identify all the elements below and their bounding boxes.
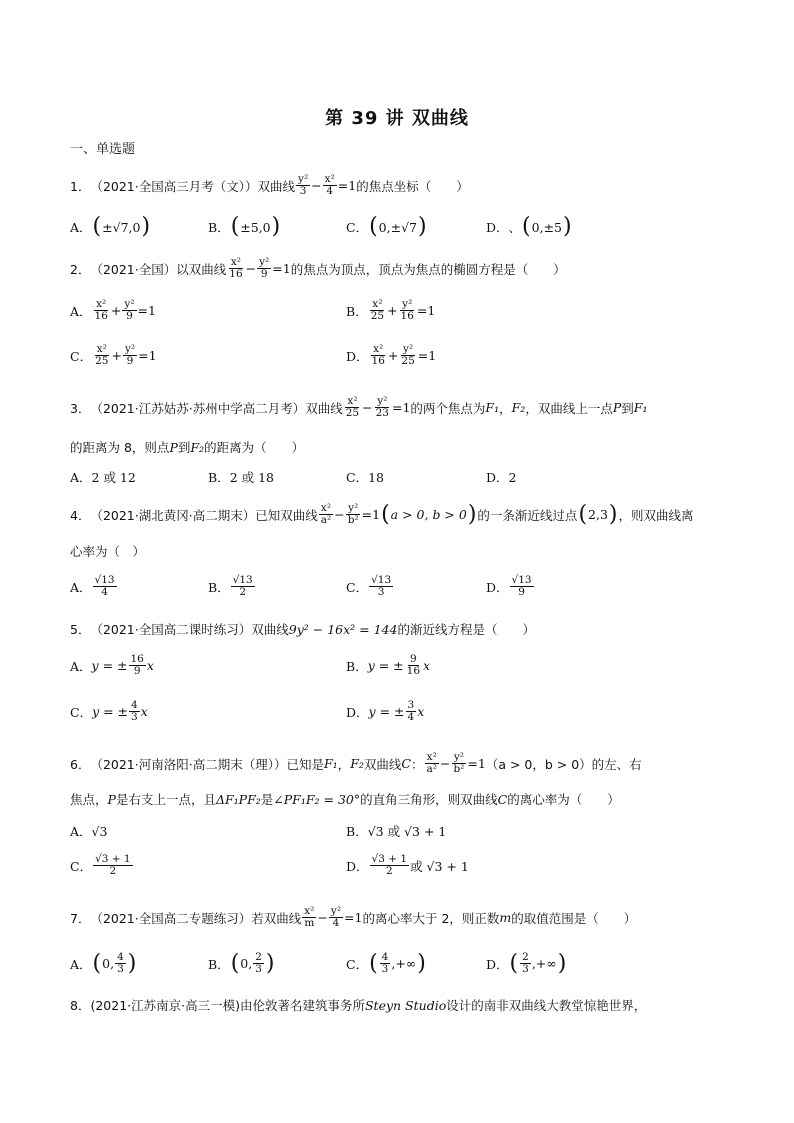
- option-c[interactable]: C． $\frac{√3 + 1}{2}$: [70, 853, 131, 878]
- equation: $\frac{\text{x²}}{\text{a²}}$ − $\frac{\text{y²}}{\text{b²}}$ =1 ( a > 0, b > 0 ): [320, 501, 477, 527]
- option-b[interactable]: B． ( ±5,0 ): [208, 214, 281, 239]
- option-d[interactable]: D． $\frac{\text{x²}}{16}$ + $\frac{\text{y²}}{25}$ =1: [346, 343, 437, 368]
- question-3-cont: 的距离为 8，则点 P 到 F₂ 的距离为（ ）: [70, 439, 305, 455]
- equation: $\frac{\text{x²}}{m}$ − $\frac{\text{y²}}{4}$ =1: [304, 905, 363, 930]
- option-a[interactable]: A． ( ±√7,0 ): [70, 214, 151, 239]
- question-2: 2． （2021·全国） 以双曲线 $\frac{\text{x²}}{16}$ − $\frac{\text{y²}}{9}$ =1 的焦点为顶点，顶点为焦点的椭圆方程是（ ）: [70, 256, 566, 281]
- option-a[interactable]: A． y = ± $\frac{16}{9}$ x: [70, 653, 154, 678]
- option-b[interactable]: B． ( 0, $\frac{2}{3}$ ): [208, 950, 275, 976]
- question-5: 5． （2021·全国高二课时练习） 双曲线 9y² − 16x² = 144 的渐近线方程是（ ）: [70, 621, 535, 637]
- equation: $\frac{\text{x²}}{\text{a²}}$ − $\frac{\text{y²}}{\text{b²}}$ =1: [426, 751, 486, 776]
- option-b[interactable]: B． $\frac{\text{x²}}{25}$ + $\frac{\text{y²}}{16}$ =1: [346, 298, 436, 323]
- option-c[interactable]: C． y = ± $\frac{4}{3}$ x: [70, 699, 148, 724]
- option-b[interactable]: B． 2 或 18: [208, 470, 274, 485]
- option-a[interactable]: A． √3: [70, 823, 108, 839]
- question-3: 3． （2021·江苏姑苏·苏州中学高二月考） 双曲线 $\frac{\text{x²}}{25}$ − $\frac{\text{y²}}{23}$ =1 的两个焦点为 F₁ ， F₂ ，双曲线上一点 P 到 F₁: [70, 395, 648, 420]
- question-4-cont: 心率为（ ）: [70, 544, 146, 559]
- option-b[interactable]: B． y = ± $\frac{9}{16}$ x: [346, 653, 431, 678]
- option-d[interactable]: D． $\frac{√13}{9}$: [486, 574, 532, 599]
- option-d[interactable]: D． 、 ( 0,±5 ): [486, 214, 572, 239]
- option-a[interactable]: A． 2 或 12: [70, 470, 136, 485]
- equation: $\frac{\text{y²}}{3}$ − $\frac{\text{x²}}{4}$ =1: [298, 173, 357, 198]
- equation: $\frac{\text{x²}}{16}$ − $\frac{\text{y²}}{9}$ =1: [229, 256, 291, 281]
- option-a[interactable]: A． ( 0, $\frac{4}{3}$ ): [70, 950, 137, 976]
- option-d[interactable]: D． y = ± $\frac{3}{4}$ x: [346, 699, 425, 724]
- question-8: 8． (2021·江苏南京·高三一模) 由伦敦著名建筑事务所 Steyn Studio 设计的南非双曲线大教堂惊艳世界，: [70, 997, 647, 1013]
- question-6-cont: 焦点， P 是右支上一点，且 ΔF₁PF₂ 是 ∠PF₁F₂ = 30° 的直角三角形，则双曲线 C 的离心率为（ ）: [70, 791, 620, 807]
- option-c[interactable]: C． ( 0,±√7 ): [346, 214, 427, 239]
- option-c[interactable]: C． $\frac{\text{x²}}{25}$ + $\frac{\text{y²}}{9}$ =1: [70, 343, 157, 368]
- question-7: 7． （2021·全国高二专题练习） 若双曲线 $\frac{\text{x²}}{m}$ − $\frac{\text{y²}}{4}$ =1 的离心率大于 2，则正数 m 的取值范围是（ ）: [70, 905, 637, 930]
- section-heading: 一、单选题: [70, 142, 136, 157]
- option-b[interactable]: B． $\frac{√13}{2}$: [208, 574, 253, 599]
- equation: $\frac{\text{x²}}{25}$ − $\frac{\text{y²}}{23}$ =1: [345, 395, 411, 420]
- option-d[interactable]: D． 2: [486, 469, 517, 485]
- option-c[interactable]: C． $\frac{√13}{3}$: [346, 574, 392, 599]
- option-d[interactable]: D． ( $\frac{2}{3}$ ,+∞ ): [486, 950, 567, 976]
- page-title: 第 39 讲 双曲线: [325, 108, 469, 129]
- question-6: 6． （2021·河南洛阳·高二期末（理）） 已知是 F₁ ， F₂ 双曲线 C ： $\frac{\text{x²}}{\text{a²}}$ − $\frac{\text{y²}}{\text{b²}}$ =1 （a > 0，b > 0）的左、右: [70, 751, 642, 776]
- option-b[interactable]: B． √3 或 √3 + 1: [346, 824, 447, 839]
- option-c[interactable]: C． ( $\frac{4}{3}$ ,+∞ ): [346, 950, 426, 976]
- question-4: 4． （2021·湖北黄冈·高二期末） 已知双曲线 $\frac{\text{x²}}{\text{a²}}$ − $\frac{\text{y²}}{\text{b²}}$ =1 ( a > 0, b > 0 ) 的一条渐近线过点 ( 2,3 ) ，则双曲线离: [70, 501, 694, 527]
- question-1: 1． （2021·全国高三月考（文）） 双曲线 $\frac{\text{y²}}{3}$ − $\frac{\text{x²}}{4}$ =1 的焦点坐标（ ）: [70, 173, 469, 198]
- option-d[interactable]: D． $\frac{√3 + 1}{2}$ 或 √3 + 1: [346, 853, 469, 878]
- option-a[interactable]: A． $\frac{\text{x²}}{16}$ + $\frac{\text{y²}}{9}$ =1: [70, 298, 156, 323]
- option-a[interactable]: A． $\frac{√13}{4}$: [70, 574, 115, 599]
- option-c[interactable]: C． 18: [346, 469, 384, 485]
